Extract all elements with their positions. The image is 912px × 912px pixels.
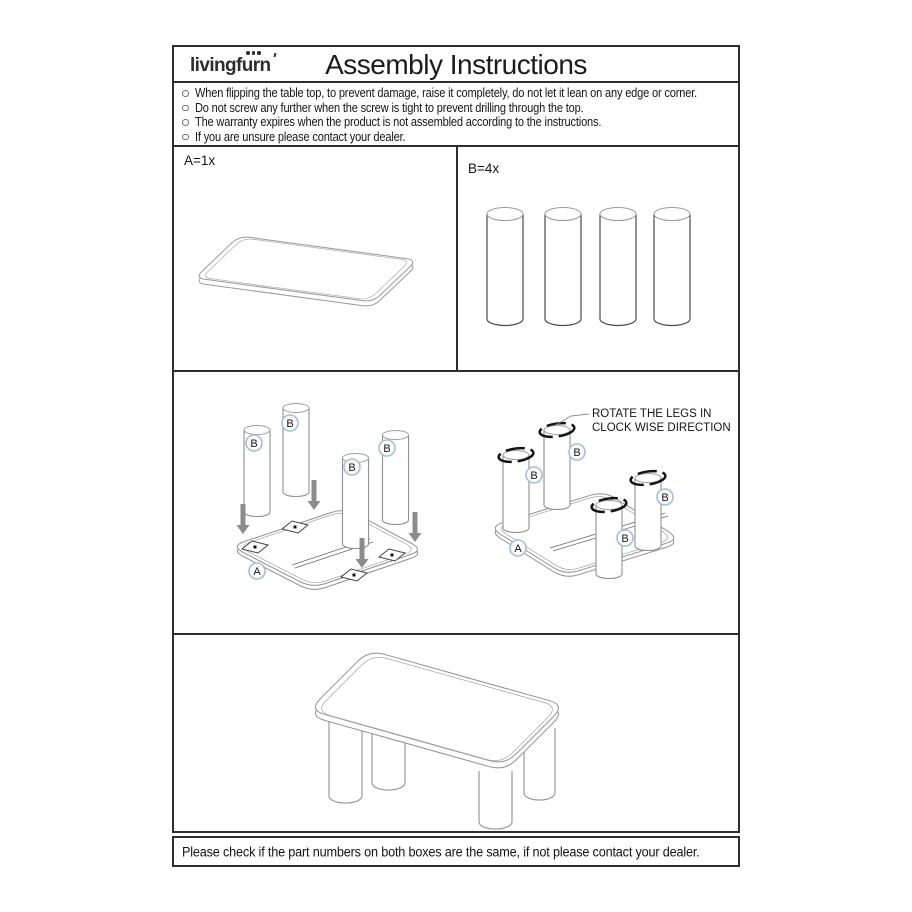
part-tag-badge: [246, 435, 262, 451]
part-tag-a: A: [514, 543, 522, 555]
part-tag-badge: [657, 489, 673, 505]
page-title: Assembly Instructions: [325, 49, 587, 80]
part-tag-badge: [510, 540, 526, 556]
assembly-step-section: [172, 370, 740, 635]
table-top-part-diagram: [174, 147, 456, 370]
bullet-icon: [182, 90, 189, 97]
note-text: When flipping the table top, to prevent damage, raise it completely, do not let it lean on any edge or corner.: [194, 85, 697, 100]
notes-list: [174, 83, 738, 144]
part-tag-b: B: [286, 418, 294, 430]
bullet-icon: [182, 134, 189, 141]
leg-cylinder: [487, 208, 523, 326]
leg-cylinder: [654, 208, 690, 326]
part-tag-b: B: [383, 443, 391, 455]
note-text: Do not screw any further when the screw is tight to prevent drilling through the top.: [194, 99, 583, 115]
leg-b-cylinder: [498, 446, 534, 532]
part-tag-b: B: [250, 438, 258, 450]
part-tag-b: B: [621, 533, 629, 545]
note-item: [180, 86, 738, 101]
part-tag-a: A: [253, 566, 261, 578]
leg-cylinder: [600, 208, 636, 326]
table-legs-front: [479, 771, 512, 829]
footer-note: [172, 836, 740, 867]
assembled-table-diagram: [174, 635, 738, 831]
brand-logo: [190, 55, 271, 77]
part-tag-badge: [526, 467, 542, 483]
rotate-annotation: [592, 408, 731, 434]
part-tag-badge: [379, 440, 395, 456]
notes-section: [172, 81, 740, 147]
part-tag-b: B: [530, 470, 538, 482]
parts-section: [172, 145, 740, 372]
logo-dots-icon: [246, 51, 261, 55]
leg-cylinder: [545, 208, 581, 326]
table-legs-part-diagram: [458, 147, 738, 370]
note-item: [180, 101, 738, 116]
logo-trademark-icon: [274, 53, 276, 57]
footer-text: Please check if the part numbers on both boxes are the same, if not please contact your dealer.: [182, 844, 700, 859]
instruction-sheet: [172, 45, 740, 868]
note-text: If you are unsure please contact your dealer.: [194, 128, 405, 144]
rotate-note-line1: ROTATE THE LEGS IN: [592, 408, 712, 420]
part-tag-badge: [569, 444, 585, 460]
table-top-slab: [199, 237, 413, 306]
table-leg: [479, 771, 512, 829]
bullet-icon: [182, 119, 189, 126]
part-tag-badge: [344, 459, 360, 475]
part-a-label: A=1x: [184, 153, 216, 168]
note-text: The warranty expires when the product is not assembled according to the instructions.: [194, 114, 601, 129]
logo-text: livingfurn: [190, 55, 271, 76]
part-b-box: [456, 145, 740, 372]
part-tag-b: B: [661, 492, 669, 504]
part-tag-b: B: [348, 462, 356, 474]
part-b-label: B=4x: [468, 161, 500, 176]
down-arrow-icon: [409, 512, 422, 542]
part-tag-badge: [249, 563, 265, 579]
part-tag-badge: [617, 530, 633, 546]
note-item: [180, 130, 738, 145]
note-item: [180, 115, 738, 130]
leg-b-cylinder: [630, 469, 669, 550]
assembled-table-section: [172, 633, 740, 833]
assembly-diagram: [174, 372, 738, 633]
rotate-note-line2: CLOCK WISE DIRECTION: [592, 422, 731, 434]
part-tag-badge: [282, 415, 298, 431]
leg-b-cylinder: [539, 421, 575, 509]
part-a-box: [172, 145, 458, 372]
header-section: [172, 45, 740, 83]
table-leg: [329, 718, 362, 803]
part-tag-b: B: [573, 447, 581, 459]
bullet-icon: [182, 105, 189, 112]
